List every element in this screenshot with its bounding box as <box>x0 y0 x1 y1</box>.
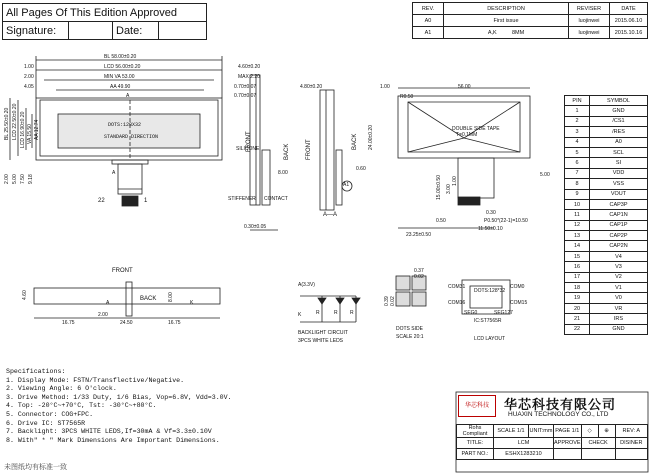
silicone-label: SILICONE <box>236 146 260 152</box>
bl-dim-3: 9.18 <box>28 174 34 184</box>
table-row <box>565 303 648 313</box>
part-value: ESHX1283210 <box>494 449 554 460</box>
pin-symbol: GND <box>590 324 648 334</box>
table-row <box>565 210 648 220</box>
table-row <box>565 324 648 334</box>
layout-seg-1: SEG127 <box>494 310 513 316</box>
designer-cell: DISINER <box>615 438 647 449</box>
left-dim-2: LCD 16.90±0.20 <box>20 111 26 148</box>
pin-number: 14 <box>565 241 590 251</box>
table-row <box>565 137 648 147</box>
rev-cell: A1 <box>413 27 444 39</box>
spec-item: 3. Drive Method: 1/33 Duty, 1/6 Bias, Vop=6.8V, Vdd=3.0V. <box>6 393 232 401</box>
desc-cell: A,K 8MM <box>444 27 569 39</box>
rev-cell: REV: A <box>615 425 647 438</box>
stiffener-label: STIFFENER <box>228 196 256 202</box>
backlight-caption-0: BACKLIGHT CIRCUIT <box>298 330 348 336</box>
pin-symbol: V3 <box>590 262 648 272</box>
page-cell: PAGE 1/1 <box>554 425 582 438</box>
bottom-dim-2: 2.00 <box>98 312 108 318</box>
pin-number: 12 <box>565 220 590 230</box>
back-dim-5: 3.00 <box>446 184 452 194</box>
pin-symbol: A0 <box>590 137 648 147</box>
dots-caption-0: DOTS SIDE <box>396 326 423 332</box>
pin-symbol: V1 <box>590 283 648 293</box>
dim-lcd: LCD 56.00±0.20 <box>104 64 141 70</box>
layout-caption: LCD LAYOUT <box>474 336 506 342</box>
resistor-label-1: R <box>316 310 320 316</box>
dim-d1: 1.00 <box>24 64 34 70</box>
bottom-dim-5: 8.00 <box>168 292 174 302</box>
table-row <box>565 116 648 126</box>
pin-number: 18 <box>565 283 590 293</box>
pin-first-label: 22 <box>98 198 105 204</box>
back-dim-11: 23.25±0.50 <box>406 232 431 238</box>
spec-item: 2. Viewing Angle: 6 O'clock. <box>6 385 117 393</box>
table-row <box>565 220 648 230</box>
diamond-icon: ◇ <box>581 425 598 438</box>
dim-d2: 2.00 <box>24 74 34 80</box>
backlight-k: K <box>298 312 302 318</box>
pin-symbol: CAP2P <box>590 231 648 241</box>
pin-symbol: IRS <box>590 314 648 324</box>
date-label: Date: <box>113 22 159 40</box>
table-row <box>565 158 648 168</box>
layout-seg-0: SEG0 <box>464 310 478 316</box>
pin-number: 17 <box>565 272 590 282</box>
spec-item: 7. Backlight: 3PCS WHITE LEDS,If=30mA & Vf=3.3±0.10V <box>6 428 212 436</box>
pin-number: 4 <box>565 137 590 147</box>
reviser-cell: luojinwei <box>569 15 610 27</box>
dots-dim-3: 0.02 <box>390 296 396 306</box>
pin-number: 20 <box>565 303 590 313</box>
date-cell: 2015.10.16 <box>610 27 648 39</box>
dim-aa: AA 49.90 <box>110 84 131 90</box>
rev-header-rev: REV. <box>413 3 444 15</box>
table-row <box>565 179 648 189</box>
pin-number: 3 <box>565 127 590 137</box>
pin-number: 22 <box>565 324 590 334</box>
dots-dim-0: 0.37 <box>414 268 424 274</box>
section-dim-2: 0.60 <box>356 166 366 172</box>
spec-item: 5. Connector: COG+FPC. <box>6 410 94 418</box>
pin-symbol: SCL <box>590 147 648 157</box>
side-back-label: BACK <box>284 143 290 160</box>
section-front-label: FRONT <box>306 139 312 160</box>
back-dim-10: 11.50±0.10 <box>478 226 503 232</box>
bottom-back-label: BACK <box>140 296 157 302</box>
section-callout: A1 <box>343 182 350 188</box>
table-row <box>565 241 648 251</box>
back-dim-0: 1.00 <box>380 84 390 90</box>
left-dim-0: BL 25.50±0.20 <box>4 107 10 140</box>
company-name-cn: 华芯科技有限公司 <box>504 397 617 412</box>
left-dim-3: VA 15.50 <box>27 124 33 144</box>
bl-dim-1: 5.00 <box>12 174 18 184</box>
dim-va: MIN VA 53.00 <box>104 74 135 80</box>
pin-number: 21 <box>565 314 590 324</box>
scale-cell: SCALE 1/1 <box>494 425 529 438</box>
pin-symbol: CAP1N <box>590 210 648 220</box>
check-cell: CHECK <box>581 438 615 449</box>
tape-label-1: T=0.1MM <box>456 132 478 138</box>
pin-symbol: VDD <box>590 168 648 178</box>
backlight-caption-1: 3PCS WHITE LEDS <box>298 338 344 344</box>
pin-symbol: CAP3P <box>590 199 648 209</box>
desc-cell: First issue <box>444 15 569 27</box>
pin-number: 13 <box>565 231 590 241</box>
bottom-dim-3: 24.50 <box>120 320 133 326</box>
table-row <box>565 127 648 137</box>
table-row <box>565 314 648 324</box>
left-dim-4: AA 12.74 <box>34 119 40 140</box>
side-dim-3: 0.70±0.07 <box>234 93 257 99</box>
pin-number: 8 <box>565 179 590 189</box>
left-dim-1: LCD 22.50±0.20 <box>12 103 18 140</box>
company-name-en: HUAXIN TECHNOLOGY CO., LTD <box>508 411 609 418</box>
back-dim-9: P0.50*(22-1)=10.50 <box>484 218 528 224</box>
reviser-cell: luojinwei <box>569 27 610 39</box>
table-row <box>565 168 648 178</box>
layout-dots-label: DOTS:128*32 <box>474 288 506 294</box>
pin-number: 1 <box>565 106 590 116</box>
pin-symbol: V2 <box>590 272 648 282</box>
pin-symbol: /RES <box>590 127 648 137</box>
pin-symbol: GND <box>590 106 648 116</box>
back-dim-7: 0.50 <box>436 218 446 224</box>
pin-header: PIN <box>565 96 590 106</box>
spec-item: 4. Top: -20°C~+70°C, Tst: -30°C~+80°C. <box>6 402 157 410</box>
title-label: TITLE: <box>457 438 494 449</box>
pin-number: 2 <box>565 116 590 126</box>
unit-cell: UNIT:mm <box>529 425 554 438</box>
bottom-a-label: A <box>106 300 110 306</box>
pin-symbol: VR <box>590 303 648 313</box>
screen-line-dots: DOTS:128X32 <box>108 122 142 128</box>
spec-item: 6. Drive IC: ST7565R <box>6 419 86 427</box>
layout-com-3: COM15 <box>510 300 528 306</box>
backlight-voltage: A(3.3V) <box>298 282 315 288</box>
pin-symbol: SI <box>590 158 648 168</box>
back-dim-6: 1.00 <box>452 176 458 186</box>
rev-cell: A0 <box>413 15 444 27</box>
title-block <box>456 424 648 460</box>
back-dim-3: 5.00 <box>540 172 550 178</box>
side-front-label: FRONT <box>246 131 252 152</box>
approve-cell: APPROVE <box>554 438 582 449</box>
layout-ic-label: IC:ST7565R <box>474 318 502 324</box>
table-row <box>565 147 648 157</box>
pin-symbol: V4 <box>590 251 648 261</box>
section-caption: A—A <box>323 212 338 218</box>
rev-header-desc: DESCRIPTION <box>444 3 569 15</box>
dim-bl: BL 58.00±0.20 <box>104 54 137 60</box>
footer-note: 未图纸均有标准一致 <box>4 464 67 471</box>
bottom-dim-0: 4.60 <box>22 290 28 300</box>
table-row <box>565 251 648 261</box>
pin-symbol: /CS1 <box>590 116 648 126</box>
symbol-header: SYMBOL <box>590 96 648 106</box>
pin-symbol: CAP2N <box>590 241 648 251</box>
back-dim-1: 56.00 <box>458 84 471 90</box>
section-back-label: BACK <box>352 133 358 150</box>
dots-dim-1: 0.02 <box>414 274 424 280</box>
lcd-screen <box>58 114 200 148</box>
back-dim-4: 15.00±0.50 <box>436 175 442 200</box>
bottom-k-label: K <box>190 300 194 306</box>
section-label-bottom: A <box>112 170 116 176</box>
table-row <box>565 199 648 209</box>
rev-header-reviser: REVISER <box>569 3 610 15</box>
date-cell: 2015.06.10 <box>610 15 648 27</box>
pin-number: 5 <box>565 147 590 157</box>
back-dim-2: R0.50 <box>400 94 414 100</box>
section-label-top: A <box>126 93 130 99</box>
spec-item: 1. Display Mode: FSTN/Transflective/Negative. <box>6 376 185 384</box>
pin-number: 7 <box>565 168 590 178</box>
part-label: PART NO.: <box>457 449 494 460</box>
bottom-dim-1: 16.75 <box>62 320 75 326</box>
pin-symbol: VSS <box>590 179 648 189</box>
table-row <box>565 231 648 241</box>
resistor-label-2: R <box>334 310 338 316</box>
company-logo: 华芯科技 <box>458 395 496 417</box>
table-row <box>565 283 648 293</box>
layout-com-2: COM0 <box>510 284 525 290</box>
pin-symbol: VOUT <box>590 189 648 199</box>
side-dim-1: MAX 2.20 <box>238 74 260 80</box>
rohs-cell: Rohs Compliant <box>457 425 494 438</box>
dots-dim-2: 0.39 <box>384 296 390 306</box>
table-row <box>565 272 648 282</box>
specifications <box>6 368 232 445</box>
title-value: LCM <box>494 438 554 449</box>
section-dim-1: 24.00±0.20 <box>368 125 374 150</box>
back-dim-8: 0.30 <box>486 210 496 216</box>
pin-symbol: CAP1P <box>590 220 648 230</box>
bottom-front-label: FRONT <box>112 268 133 274</box>
rev-header-date: DATE <box>610 3 648 15</box>
pin-number: 15 <box>565 251 590 261</box>
approval-title: All Pages Of This Edition Approved <box>3 4 207 22</box>
spec-title: Specifications: <box>6 368 66 375</box>
pin-number: 16 <box>565 262 590 272</box>
pin-number: 10 <box>565 199 590 209</box>
pin-number: 6 <box>565 158 590 168</box>
section-dim-0: 4.80±0.20 <box>300 84 323 90</box>
pin-number: 19 <box>565 293 590 303</box>
signature-label: Signature: <box>3 22 69 40</box>
crosshair-icon: ⊕ <box>598 425 615 438</box>
screen-line-direction: STANDARD DIRECTION <box>104 134 159 140</box>
side-dim-2: 0.70±0.07 <box>234 84 257 90</box>
pin-number: 11 <box>565 210 590 220</box>
bottom-dim-4: 16.75 <box>168 320 181 326</box>
pin-last-label: 1 <box>144 198 148 204</box>
resistor-label-3: R <box>350 310 354 316</box>
contact-label: CONTACT <box>264 196 288 202</box>
pin-number: 9 <box>565 189 590 199</box>
table-row <box>565 293 648 303</box>
layout-com-1: COM16 <box>448 300 466 306</box>
dots-caption-1: SCALE 20:1 <box>396 334 424 340</box>
dim-d3: 4.05 <box>24 84 34 90</box>
side-bottom-dim: 0.30±0.05 <box>244 224 267 230</box>
pin-symbol: V0 <box>590 293 648 303</box>
side-dim-0: 4.60±0.20 <box>238 64 261 70</box>
table-row <box>565 262 648 272</box>
spec-item: 8. With" * " Mark Dimensions Are Important Dimensions. <box>6 436 220 444</box>
pin-table <box>564 95 648 335</box>
layout-com-0: COM31 <box>448 284 466 290</box>
table-row <box>565 189 648 199</box>
bl-dim-2: 7.50 <box>20 174 26 184</box>
bl-dim-0: 2.00 <box>4 174 10 184</box>
tape-label-0: DOUBLE SIDE TAPE <box>452 126 500 132</box>
table-row <box>565 106 648 116</box>
side-fpc-dim: 8.00 <box>278 170 288 176</box>
